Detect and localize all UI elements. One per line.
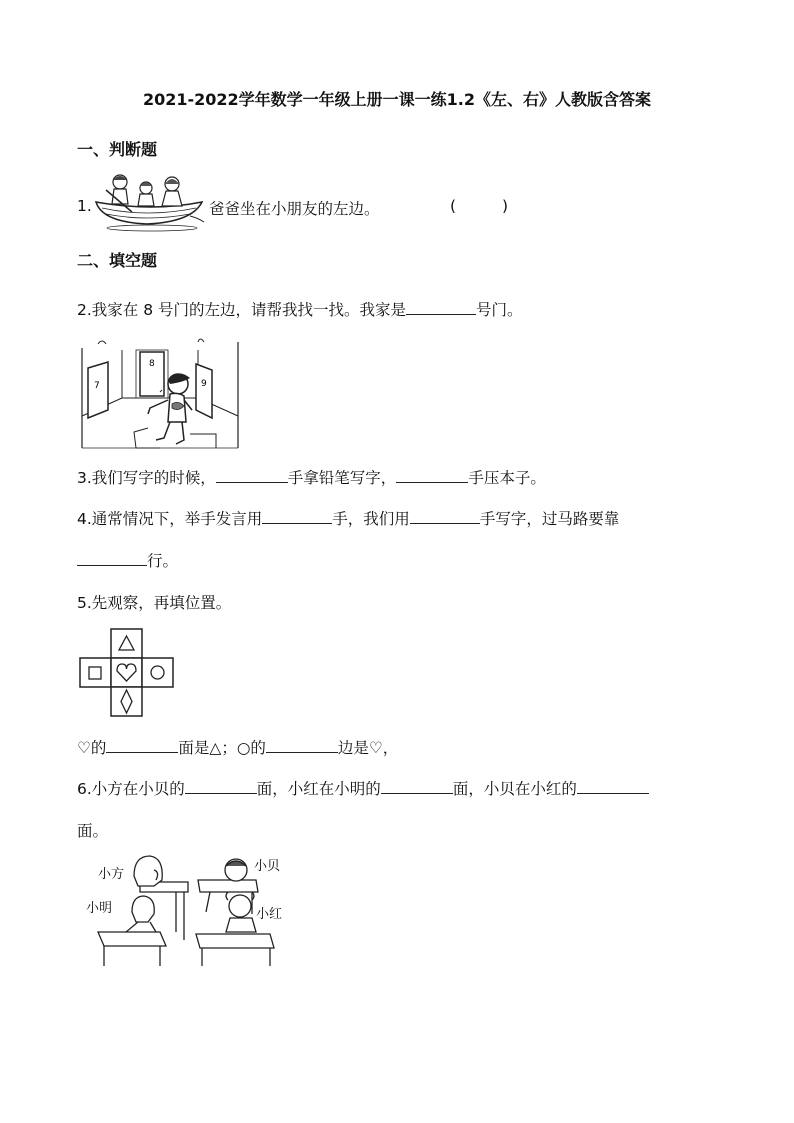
doors-hallway-illustration bbox=[80, 338, 242, 450]
question-6-text-d: 面。 bbox=[77, 822, 109, 840]
answer-blank[interactable] bbox=[262, 508, 332, 524]
door-label-7: 7 bbox=[94, 381, 100, 391]
answer-paren-close: ) bbox=[502, 197, 509, 215]
question-2 bbox=[77, 298, 523, 320]
question-4-continued bbox=[77, 549, 178, 571]
question-5-text: 5.先观察，再填位置。 bbox=[77, 594, 232, 612]
answer-blank[interactable] bbox=[266, 737, 338, 753]
answer-blank[interactable] bbox=[381, 778, 453, 794]
question-3-text-c: 手压本子。 bbox=[468, 469, 546, 487]
question-6 bbox=[77, 777, 649, 799]
page-title: 2021-2022学年数学一年级上册一课一练1.2《左、右》人教版含答案 bbox=[142, 90, 652, 109]
question-4-text-a: 4.通常情况下，举手发言用 bbox=[77, 510, 263, 528]
answer-blank[interactable] bbox=[185, 778, 257, 794]
answer-blank[interactable] bbox=[106, 737, 178, 753]
door-label-9: 9 bbox=[201, 379, 207, 389]
question-4-text-b: 手，我们用 bbox=[332, 510, 410, 528]
answer-blank[interactable] bbox=[77, 550, 147, 566]
question-4 bbox=[77, 507, 619, 529]
question-3-text-a: 3.我们写字的时候， bbox=[77, 469, 216, 487]
section-heading-judgement: 一、判断题 bbox=[77, 140, 158, 159]
question-5-answer-a: ♡的 bbox=[77, 739, 107, 757]
answer-blank[interactable] bbox=[577, 778, 649, 794]
answer-paren-open: ( bbox=[450, 197, 457, 215]
section-heading-fill-in: 二、填空题 bbox=[77, 251, 158, 270]
label-xiaoming: 小明 bbox=[86, 901, 113, 916]
question-3-text-b: 手拿铅笔写字， bbox=[287, 469, 397, 487]
answer-blank[interactable] bbox=[406, 299, 476, 315]
question-2-text-after: 号门。 bbox=[476, 301, 523, 319]
question-1-text: 爸爸坐在小朋友的左边。 bbox=[209, 200, 380, 218]
question-6-text-a: 6.小方在小贝的 bbox=[77, 780, 185, 798]
shapes-cross-grid bbox=[80, 628, 180, 718]
question-3 bbox=[77, 466, 546, 488]
label-xiaobei: 小贝 bbox=[254, 859, 281, 874]
question-5-answer-c: 边是♡， bbox=[337, 739, 399, 757]
question-5-answer-b: 面是△；○的 bbox=[178, 739, 266, 757]
boat-family-illustration bbox=[92, 172, 206, 232]
answer-blank[interactable] bbox=[396, 467, 468, 483]
label-xiaofang: 小方 bbox=[98, 867, 125, 882]
label-xiaohong: 小红 bbox=[256, 907, 283, 922]
question-5-answer-line bbox=[77, 736, 398, 758]
door-label-8: 8 bbox=[149, 359, 155, 369]
question-6-text-b: 面，小红在小明的 bbox=[256, 780, 381, 798]
question-4-text-c: 手写字，过马路要靠 bbox=[479, 510, 620, 528]
answer-blank[interactable] bbox=[410, 508, 480, 524]
answer-blank[interactable] bbox=[216, 467, 288, 483]
question-2-text-before: 2.我家在 8 号门的左边，请帮我找一找。我家是 bbox=[77, 301, 407, 319]
question-4-text-d: 行。 bbox=[147, 552, 179, 570]
question-6-text-c: 面，小贝在小红的 bbox=[452, 780, 577, 798]
classroom-desks-illustration bbox=[80, 852, 290, 970]
question-1-number: 1. bbox=[77, 197, 92, 215]
